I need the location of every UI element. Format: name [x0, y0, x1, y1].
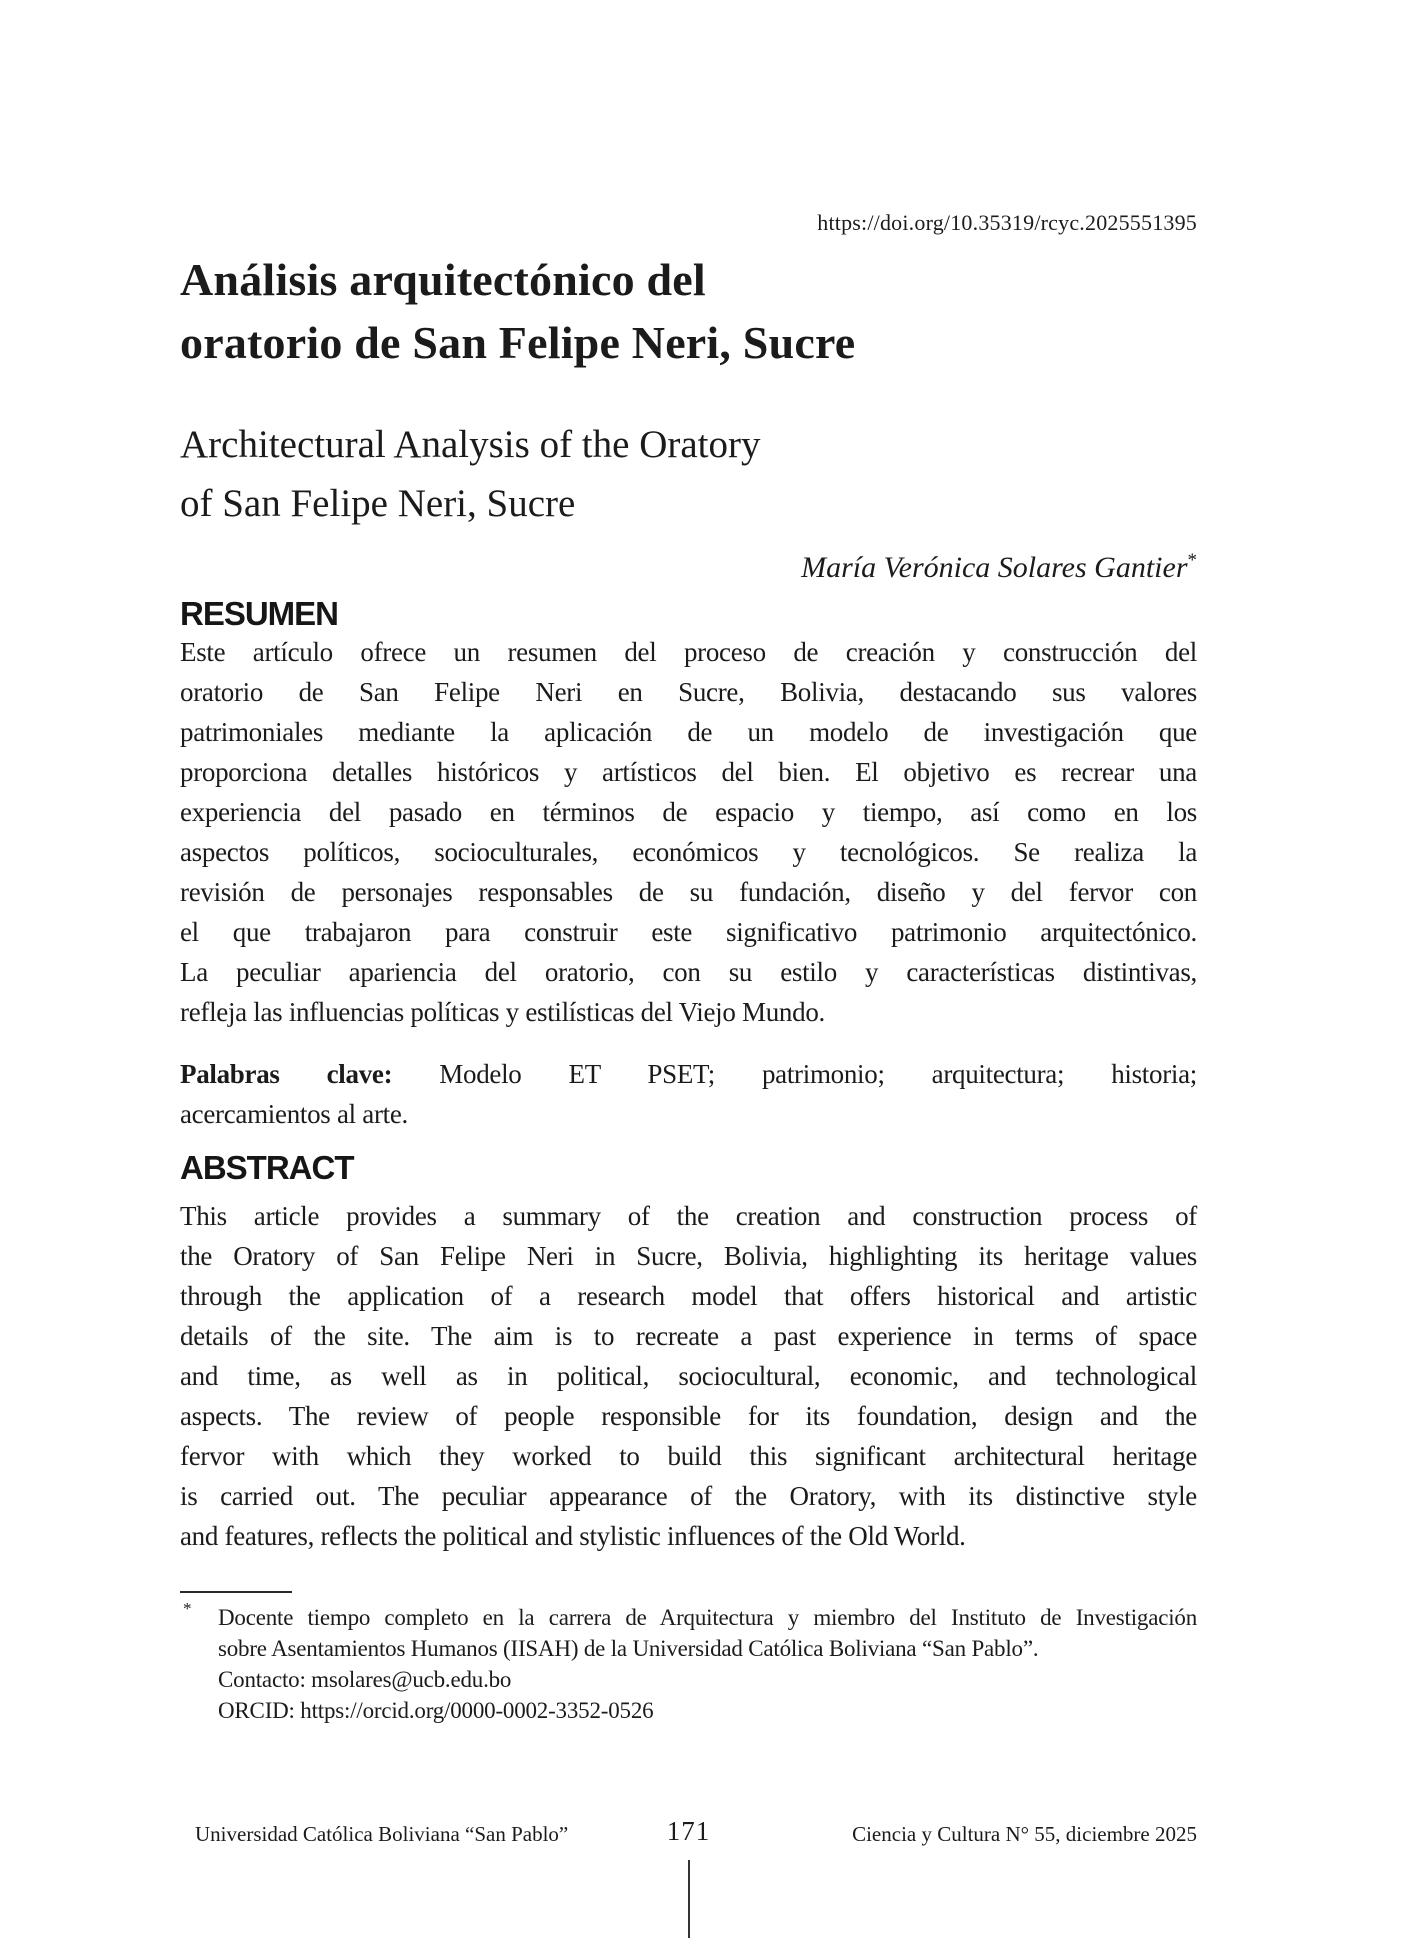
text-line: proporciona detalles históricos y artísticos del bien. El objetivo es recrear una — [180, 757, 1197, 787]
text-line: revisión de personajes responsables de su fundación, diseño y del fervor con — [180, 877, 1197, 907]
text-line: sobre Asentamientos Humanos (IISAH) de la Universidad Católica Boliviana “San Pablo”. — [218, 1636, 1039, 1661]
title-es-line1: Análisis arquitectónico del — [180, 254, 706, 305]
text-line: La peculiar apariencia del oratorio, con su estilo y características distintivas, — [180, 957, 1197, 987]
text-line: oratorio de San Felipe Neri en Sucre, Bolivia, destacando sus valores — [180, 677, 1197, 707]
text-line: details of the site. The aim is to recreate a past experience in terms of space — [180, 1321, 1197, 1351]
page-footer — [180, 1816, 1197, 1856]
text-line: through the application of a research model that offers historical and artistic — [180, 1281, 1197, 1311]
keywords-line1 — [180, 1054, 1197, 1094]
article-title-english — [180, 415, 1197, 533]
keywords-line1-text: Modelo ET PSET; patrimonio; arquitectura; historia; — [439, 1059, 1197, 1089]
doi-link[interactable]: https://doi.org/10.35319/rcyc.2025551395 — [817, 210, 1197, 235]
abstract-heading: ABSTRACT — [180, 1149, 354, 1186]
author-name: María Verónica Solares Gantier — [801, 551, 1188, 584]
keywords-label: Palabras clave: — [180, 1059, 393, 1089]
article-title-spanish — [180, 248, 1197, 374]
text-line: experiencia del pasado en términos de espacio y tiempo, así como en los — [180, 797, 1197, 827]
text-line: This article provides a summary of the creation and construction process of — [180, 1201, 1197, 1231]
text-line: patrimoniales mediante la aplicación de un modelo de investigación que — [180, 717, 1197, 747]
text-line: fervor with which they worked to build this significant architectural heritage — [180, 1441, 1197, 1471]
text-line: is carried out. The peculiar appearance of the Oratory, with its distinctive style — [180, 1481, 1197, 1511]
text-line: refleja las influencias políticas y estilísticas del Viejo Mundo. — [180, 997, 825, 1027]
title-en-line1: Architectural Analysis of the Oratory — [180, 423, 761, 466]
text-line: ORCID: https://orcid.org/0000-0002-3352-0526 — [218, 1698, 654, 1723]
footer-institution: Universidad Católica Boliviana “San Pablo” — [195, 1822, 569, 1846]
footnote-block — [180, 1599, 1197, 1726]
page-number-vertical-rule — [688, 1860, 690, 1938]
text-line: the Oratory of San Felipe Neri in Sucre, Bolivia, highlighting its heritage values — [180, 1241, 1197, 1271]
title-en-line2: of San Felipe Neri, Sucre — [180, 482, 576, 525]
footnote-marker: * — [183, 1599, 192, 1618]
resumen-heading: RESUMEN — [180, 595, 339, 632]
footer-journal-issue: Ciencia y Cultura N° 55, diciembre 2025 — [852, 1822, 1197, 1846]
content-column — [180, 0, 1197, 1938]
abstract-paragraph — [180, 1196, 1197, 1556]
text-line: and features, reflects the political and stylistic influences of the Old World. — [180, 1521, 966, 1551]
text-line: Este artículo ofrece un resumen del proceso de creación y construcción del — [180, 637, 1197, 667]
text-line: aspects. The review of people responsible for its foundation, design and the — [180, 1401, 1197, 1431]
author-footnote-marker: * — [1187, 550, 1197, 571]
text-line: aspectos políticos, socioculturales, económicos y tecnológicos. Se realiza la — [180, 837, 1197, 867]
keywords-paragraph — [180, 1054, 1197, 1134]
title-es-line2: oratorio de San Felipe Neri, Sucre — [180, 317, 856, 368]
footnote-lines — [180, 1602, 1197, 1726]
resumen-paragraph — [180, 632, 1197, 1032]
text-line: Contacto: msolares@ucb.edu.bo — [218, 1667, 512, 1692]
text-line: and time, as well as in political, sociocultural, economic, and technological — [180, 1361, 1197, 1391]
page-number: 171 — [666, 1816, 711, 1846]
text-line: el que trabajaron para construir este significativo patrimonio arquitectónico. — [180, 917, 1197, 947]
keywords-line2: acercamientos al arte. — [180, 1099, 409, 1129]
author-byline — [180, 540, 1197, 589]
text-line: Docente tiempo completo en la carrera de Arquitectura y miembro del Instituto de Investigación — [218, 1605, 1197, 1630]
footnote-separator-rule — [180, 1591, 292, 1593]
